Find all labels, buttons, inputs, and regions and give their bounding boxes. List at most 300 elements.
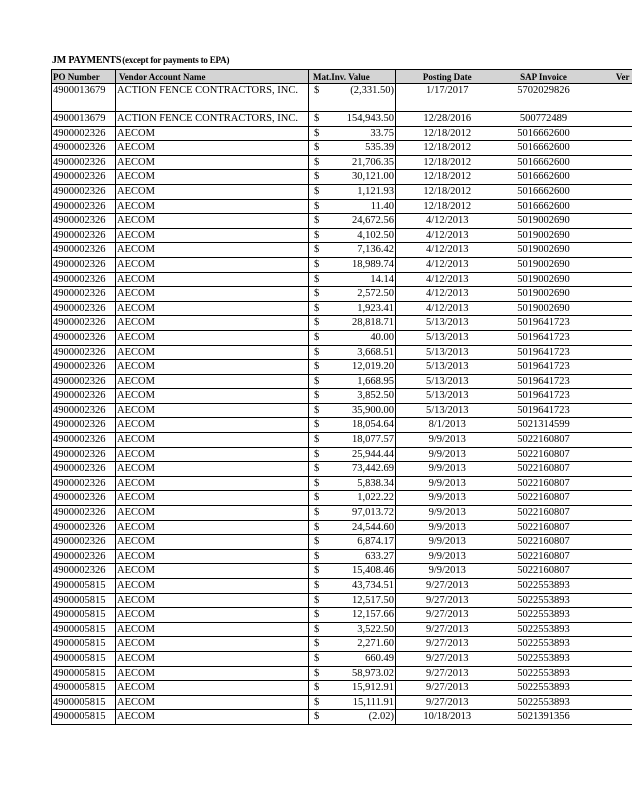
vendor-name-cell[interactable]: AECOM (116, 433, 309, 448)
sap-invoice-cell[interactable]: 5022553893 (499, 681, 589, 696)
po-number-cell[interactable]: 4900002326 (52, 374, 116, 389)
sap-invoice-cell[interactable]: 5022160807 (499, 491, 589, 506)
amount-cell[interactable]: 3,522.50 (321, 622, 396, 637)
vendor-name-cell[interactable]: AECOM (116, 272, 309, 287)
vendor-name-cell[interactable]: AECOM (116, 170, 309, 185)
po-number-cell[interactable]: 4900002326 (52, 403, 116, 418)
sap-invoice-cell[interactable]: 5022160807 (499, 520, 589, 535)
vendor-name-cell[interactable]: AECOM (116, 520, 309, 535)
sap-invoice-cell[interactable]: 5022160807 (499, 447, 589, 462)
posting-date-cell[interactable]: 12/18/2012 (396, 199, 499, 214)
posting-date-cell[interactable]: 9/9/2013 (396, 520, 499, 535)
posting-date-cell[interactable]: 5/13/2013 (396, 360, 499, 375)
amount-cell[interactable]: 11.40 (321, 199, 396, 214)
amount-cell[interactable]: 24,544.60 (321, 520, 396, 535)
po-number-cell[interactable]: 4900002326 (52, 316, 116, 331)
sap-invoice-cell[interactable]: 5022553893 (499, 579, 589, 594)
vendor-extra-cell[interactable] (589, 199, 632, 214)
po-number-cell[interactable]: 4900002326 (52, 433, 116, 448)
currency-symbol-cell[interactable]: $ (309, 287, 321, 302)
posting-date-cell[interactable]: 9/27/2013 (396, 637, 499, 652)
posting-date-cell[interactable]: 5/13/2013 (396, 345, 499, 360)
sap-invoice-cell[interactable]: 5022160807 (499, 476, 589, 491)
po-number-cell[interactable]: 4900002326 (52, 447, 116, 462)
sap-invoice-cell[interactable]: 5019641723 (499, 374, 589, 389)
vendor-name-cell[interactable]: AECOM (116, 403, 309, 418)
currency-symbol-cell[interactable]: $ (309, 141, 321, 156)
vendor-extra-cell[interactable] (589, 403, 632, 418)
posting-date-cell[interactable]: 9/27/2013 (396, 579, 499, 594)
sap-invoice-cell[interactable]: 5022160807 (499, 506, 589, 521)
currency-symbol-cell[interactable]: $ (309, 622, 321, 637)
currency-symbol-cell[interactable]: $ (309, 476, 321, 491)
amount-cell[interactable]: 2,572.50 (321, 287, 396, 302)
posting-date-cell[interactable]: 12/18/2012 (396, 184, 499, 199)
posting-date-cell[interactable]: 9/9/2013 (396, 535, 499, 550)
po-number-cell[interactable]: 4900005815 (52, 681, 116, 696)
currency-symbol-cell[interactable]: $ (309, 330, 321, 345)
vendor-name-cell[interactable]: AECOM (116, 695, 309, 710)
amount-cell[interactable]: 3,852.50 (321, 389, 396, 404)
currency-symbol-cell[interactable]: $ (309, 301, 321, 316)
sap-invoice-cell[interactable]: 5016662600 (499, 170, 589, 185)
vendor-extra-cell[interactable] (589, 301, 632, 316)
header-vendor-account-name[interactable]: Vendor Account Name (116, 70, 309, 84)
po-number-cell[interactable]: 4900002326 (52, 345, 116, 360)
amount-cell[interactable]: 35,900.00 (321, 403, 396, 418)
vendor-extra-cell[interactable] (589, 447, 632, 462)
vendor-extra-cell[interactable] (589, 622, 632, 637)
po-number-cell[interactable]: 4900002326 (52, 287, 116, 302)
currency-symbol-cell[interactable]: $ (309, 681, 321, 696)
sap-invoice-cell[interactable]: 5022553893 (499, 608, 589, 623)
po-number-cell[interactable]: 4900002326 (52, 126, 116, 141)
vendor-name-cell[interactable]: AECOM (116, 637, 309, 652)
vendor-name-cell[interactable]: AECOM (116, 666, 309, 681)
posting-date-cell[interactable]: 4/12/2013 (396, 301, 499, 316)
vendor-name-cell[interactable]: AECOM (116, 491, 309, 506)
vendor-name-cell[interactable]: AECOM (116, 214, 309, 229)
header-vendor-truncated[interactable]: Ver (589, 70, 632, 84)
currency-symbol-cell[interactable]: $ (309, 374, 321, 389)
currency-symbol-cell[interactable]: $ (309, 214, 321, 229)
currency-symbol-cell[interactable]: $ (309, 360, 321, 375)
vendor-name-cell[interactable]: AECOM (116, 374, 309, 389)
currency-symbol-cell[interactable]: $ (309, 403, 321, 418)
amount-cell[interactable]: 2,271.60 (321, 637, 396, 652)
vendor-extra-cell[interactable] (589, 491, 632, 506)
po-number-cell[interactable]: 4900013679 (52, 112, 116, 127)
po-number-cell[interactable]: 4900005815 (52, 710, 116, 725)
vendor-name-cell[interactable]: AECOM (116, 549, 309, 564)
sap-invoice-cell[interactable]: 5019641723 (499, 403, 589, 418)
amount-cell[interactable]: 1,022.22 (321, 491, 396, 506)
amount-cell[interactable]: 12,157.66 (321, 608, 396, 623)
vendor-name-cell[interactable]: AECOM (116, 476, 309, 491)
vendor-extra-cell[interactable] (589, 389, 632, 404)
po-number-cell[interactable]: 4900005815 (52, 695, 116, 710)
sap-invoice-cell[interactable]: 5022160807 (499, 462, 589, 477)
po-number-cell[interactable]: 4900002326 (52, 564, 116, 579)
vendor-name-cell[interactable]: AECOM (116, 681, 309, 696)
po-number-cell[interactable]: 4900005815 (52, 593, 116, 608)
vendor-name-cell[interactable]: AECOM (116, 535, 309, 550)
vendor-extra-cell[interactable] (589, 433, 632, 448)
amount-cell[interactable]: 6,874.17 (321, 535, 396, 550)
posting-date-cell[interactable]: 5/13/2013 (396, 330, 499, 345)
posting-date-cell[interactable]: 9/9/2013 (396, 564, 499, 579)
posting-date-cell[interactable]: 5/13/2013 (396, 403, 499, 418)
sap-invoice-cell[interactable]: 5019002690 (499, 257, 589, 272)
posting-date-cell[interactable]: 5/13/2013 (396, 316, 499, 331)
amount-cell[interactable]: 633.27 (321, 549, 396, 564)
posting-date-cell[interactable]: 12/28/2016 (396, 112, 499, 127)
po-number-cell[interactable]: 4900005815 (52, 666, 116, 681)
po-number-cell[interactable]: 4900005815 (52, 651, 116, 666)
vendor-name-cell[interactable]: AECOM (116, 345, 309, 360)
sap-invoice-cell[interactable]: 5019002690 (499, 243, 589, 258)
vendor-extra-cell[interactable] (589, 520, 632, 535)
vendor-extra-cell[interactable] (589, 593, 632, 608)
vendor-extra-cell[interactable] (589, 84, 632, 112)
vendor-extra-cell[interactable] (589, 272, 632, 287)
currency-symbol-cell[interactable]: $ (309, 549, 321, 564)
posting-date-cell[interactable]: 9/9/2013 (396, 462, 499, 477)
vendor-name-cell[interactable]: ACTION FENCE CONTRACTORS, INC. (116, 84, 309, 112)
amount-cell[interactable]: 33.75 (321, 126, 396, 141)
currency-symbol-cell[interactable]: $ (309, 418, 321, 433)
sap-invoice-cell[interactable]: 500772489 (499, 112, 589, 127)
posting-date-cell[interactable]: 5/13/2013 (396, 389, 499, 404)
vendor-name-cell[interactable]: ACTION FENCE CONTRACTORS, INC. (116, 112, 309, 127)
sap-invoice-cell[interactable]: 5022553893 (499, 637, 589, 652)
posting-date-cell[interactable]: 12/18/2012 (396, 155, 499, 170)
po-number-cell[interactable]: 4900005815 (52, 622, 116, 637)
posting-date-cell[interactable]: 4/12/2013 (396, 243, 499, 258)
amount-cell[interactable]: 30,121.00 (321, 170, 396, 185)
currency-symbol-cell[interactable]: $ (309, 579, 321, 594)
posting-date-cell[interactable]: 9/9/2013 (396, 447, 499, 462)
sap-invoice-cell[interactable]: 5019002690 (499, 301, 589, 316)
currency-symbol-cell[interactable]: $ (309, 184, 321, 199)
amount-cell[interactable]: 7,136.42 (321, 243, 396, 258)
vendor-extra-cell[interactable] (589, 637, 632, 652)
vendor-extra-cell[interactable] (589, 535, 632, 550)
vendor-name-cell[interactable]: AECOM (116, 579, 309, 594)
posting-date-cell[interactable]: 9/27/2013 (396, 681, 499, 696)
currency-symbol-cell[interactable]: $ (309, 126, 321, 141)
vendor-extra-cell[interactable] (589, 564, 632, 579)
vendor-extra-cell[interactable] (589, 287, 632, 302)
vendor-extra-cell[interactable] (589, 462, 632, 477)
vendor-extra-cell[interactable] (589, 345, 632, 360)
amount-cell[interactable]: (2,331.50) (321, 84, 396, 112)
vendor-extra-cell[interactable] (589, 141, 632, 156)
posting-date-cell[interactable]: 12/18/2012 (396, 141, 499, 156)
vendor-extra-cell[interactable] (589, 681, 632, 696)
posting-date-cell[interactable]: 12/18/2012 (396, 126, 499, 141)
po-number-cell[interactable]: 4900002326 (52, 170, 116, 185)
currency-symbol-cell[interactable]: $ (309, 695, 321, 710)
vendor-extra-cell[interactable] (589, 506, 632, 521)
amount-cell[interactable]: 12,019.20 (321, 360, 396, 375)
vendor-extra-cell[interactable] (589, 243, 632, 258)
amount-cell[interactable]: 18,989.74 (321, 257, 396, 272)
vendor-name-cell[interactable]: AECOM (116, 301, 309, 316)
sap-invoice-cell[interactable]: 5016662600 (499, 199, 589, 214)
currency-symbol-cell[interactable]: $ (309, 257, 321, 272)
amount-cell[interactable]: 18,054.64 (321, 418, 396, 433)
amount-cell[interactable]: 154,943.50 (321, 112, 396, 127)
vendor-name-cell[interactable]: AECOM (116, 330, 309, 345)
amount-cell[interactable]: 24,672.56 (321, 214, 396, 229)
currency-symbol-cell[interactable]: $ (309, 447, 321, 462)
amount-cell[interactable]: 1,121.93 (321, 184, 396, 199)
vendor-extra-cell[interactable] (589, 360, 632, 375)
amount-cell[interactable]: 58,973.02 (321, 666, 396, 681)
amount-cell[interactable]: 97,013.72 (321, 506, 396, 521)
amount-cell[interactable]: 25,944.44 (321, 447, 396, 462)
vendor-name-cell[interactable]: AECOM (116, 462, 309, 477)
sap-invoice-cell[interactable]: 5022160807 (499, 433, 589, 448)
sap-invoice-cell[interactable]: 5016662600 (499, 155, 589, 170)
vendor-name-cell[interactable]: AECOM (116, 651, 309, 666)
po-number-cell[interactable]: 4900002326 (52, 228, 116, 243)
posting-date-cell[interactable]: 1/17/2017 (396, 84, 499, 112)
currency-symbol-cell[interactable]: $ (309, 272, 321, 287)
sap-invoice-cell[interactable]: 5016662600 (499, 126, 589, 141)
sap-invoice-cell[interactable]: 5019002690 (499, 214, 589, 229)
currency-symbol-cell[interactable]: $ (309, 608, 321, 623)
vendor-extra-cell[interactable] (589, 228, 632, 243)
currency-symbol-cell[interactable]: $ (309, 155, 321, 170)
sap-invoice-cell[interactable]: 5022553893 (499, 695, 589, 710)
po-number-cell[interactable]: 4900002326 (52, 506, 116, 521)
vendor-name-cell[interactable]: AECOM (116, 199, 309, 214)
currency-symbol-cell[interactable]: $ (309, 389, 321, 404)
sap-invoice-cell[interactable]: 5022160807 (499, 535, 589, 550)
currency-symbol-cell[interactable]: $ (309, 520, 321, 535)
vendor-extra-cell[interactable] (589, 316, 632, 331)
vendor-extra-cell[interactable] (589, 476, 632, 491)
sap-invoice-cell[interactable]: 5022160807 (499, 564, 589, 579)
header-sap-invoice[interactable]: SAP Invoice (499, 70, 589, 84)
currency-symbol-cell[interactable]: $ (309, 651, 321, 666)
posting-date-cell[interactable]: 8/1/2013 (396, 418, 499, 433)
vendor-extra-cell[interactable] (589, 651, 632, 666)
currency-symbol-cell[interactable]: $ (309, 462, 321, 477)
amount-cell[interactable]: 15,408.46 (321, 564, 396, 579)
posting-date-cell[interactable]: 10/18/2013 (396, 710, 499, 725)
vendor-extra-cell[interactable] (589, 214, 632, 229)
po-number-cell[interactable]: 4900002326 (52, 272, 116, 287)
header-posting-date[interactable]: Posting Date (396, 70, 499, 84)
amount-cell[interactable]: (2.02) (321, 710, 396, 725)
po-number-cell[interactable]: 4900002326 (52, 520, 116, 535)
amount-cell[interactable]: 40.00 (321, 330, 396, 345)
sap-invoice-cell[interactable]: 5021391356 (499, 710, 589, 725)
posting-date-cell[interactable]: 9/9/2013 (396, 433, 499, 448)
sap-invoice-cell[interactable]: 5019002690 (499, 228, 589, 243)
vendor-extra-cell[interactable] (589, 155, 632, 170)
vendor-name-cell[interactable]: AECOM (116, 257, 309, 272)
po-number-cell[interactable]: 4900002326 (52, 184, 116, 199)
currency-symbol-cell[interactable]: $ (309, 433, 321, 448)
currency-symbol-cell[interactable]: $ (309, 112, 321, 127)
posting-date-cell[interactable]: 9/27/2013 (396, 608, 499, 623)
po-number-cell[interactable]: 4900002326 (52, 535, 116, 550)
po-number-cell[interactable]: 4900002326 (52, 491, 116, 506)
posting-date-cell[interactable]: 4/12/2013 (396, 228, 499, 243)
currency-symbol-cell[interactable]: $ (309, 564, 321, 579)
vendor-name-cell[interactable]: AECOM (116, 447, 309, 462)
currency-symbol-cell[interactable]: $ (309, 170, 321, 185)
amount-cell[interactable]: 5,838.34 (321, 476, 396, 491)
posting-date-cell[interactable]: 9/27/2013 (396, 622, 499, 637)
vendor-extra-cell[interactable] (589, 579, 632, 594)
po-number-cell[interactable]: 4900002326 (52, 330, 116, 345)
currency-symbol-cell[interactable]: $ (309, 199, 321, 214)
amount-cell[interactable]: 15,912.91 (321, 681, 396, 696)
amount-cell[interactable]: 73,442.69 (321, 462, 396, 477)
sap-invoice-cell[interactable]: 5022553893 (499, 593, 589, 608)
vendor-extra-cell[interactable] (589, 695, 632, 710)
posting-date-cell[interactable]: 4/12/2013 (396, 287, 499, 302)
vendor-extra-cell[interactable] (589, 418, 632, 433)
vendor-name-cell[interactable]: AECOM (116, 360, 309, 375)
posting-date-cell[interactable]: 4/12/2013 (396, 272, 499, 287)
vendor-extra-cell[interactable] (589, 112, 632, 127)
currency-symbol-cell[interactable]: $ (309, 710, 321, 725)
amount-cell[interactable]: 1,923.41 (321, 301, 396, 316)
sap-invoice-cell[interactable]: 5019002690 (499, 287, 589, 302)
sap-invoice-cell[interactable]: 5019641723 (499, 316, 589, 331)
po-number-cell[interactable]: 4900002326 (52, 549, 116, 564)
sap-invoice-cell[interactable]: 5021314599 (499, 418, 589, 433)
header-po-number[interactable]: PO Number (52, 70, 116, 84)
vendor-extra-cell[interactable] (589, 330, 632, 345)
sap-invoice-cell[interactable]: 5019641723 (499, 345, 589, 360)
po-number-cell[interactable]: 4900002326 (52, 301, 116, 316)
posting-date-cell[interactable]: 4/12/2013 (396, 257, 499, 272)
vendor-name-cell[interactable]: AECOM (116, 316, 309, 331)
sap-invoice-cell[interactable]: 5022553893 (499, 666, 589, 681)
vendor-extra-cell[interactable] (589, 549, 632, 564)
amount-cell[interactable]: 15,111.91 (321, 695, 396, 710)
amount-cell[interactable]: 14.14 (321, 272, 396, 287)
vendor-name-cell[interactable]: AECOM (116, 622, 309, 637)
posting-date-cell[interactable]: 9/9/2013 (396, 506, 499, 521)
po-number-cell[interactable]: 4900002326 (52, 476, 116, 491)
vendor-extra-cell[interactable] (589, 257, 632, 272)
sap-invoice-cell[interactable]: 5019641723 (499, 389, 589, 404)
sap-invoice-cell[interactable]: 5022553893 (499, 622, 589, 637)
sap-invoice-cell[interactable]: 5022160807 (499, 549, 589, 564)
po-number-cell[interactable]: 4900013679 (52, 84, 116, 112)
sap-invoice-cell[interactable]: 5022553893 (499, 651, 589, 666)
sap-invoice-cell[interactable]: 5019641723 (499, 360, 589, 375)
currency-symbol-cell[interactable]: $ (309, 84, 321, 112)
po-number-cell[interactable]: 4900002326 (52, 243, 116, 258)
po-number-cell[interactable]: 4900005815 (52, 637, 116, 652)
vendor-extra-cell[interactable] (589, 608, 632, 623)
amount-cell[interactable]: 535.39 (321, 141, 396, 156)
vendor-name-cell[interactable]: AECOM (116, 710, 309, 725)
header-mat-inv-value[interactable]: Mat.Inv. Value (309, 70, 396, 84)
po-number-cell[interactable]: 4900002326 (52, 199, 116, 214)
vendor-name-cell[interactable]: AECOM (116, 243, 309, 258)
posting-date-cell[interactable]: 9/27/2013 (396, 651, 499, 666)
sap-invoice-cell[interactable]: 5016662600 (499, 184, 589, 199)
vendor-extra-cell[interactable] (589, 374, 632, 389)
vendor-name-cell[interactable]: AECOM (116, 184, 309, 199)
posting-date-cell[interactable]: 9/9/2013 (396, 491, 499, 506)
amount-cell[interactable]: 18,077.57 (321, 433, 396, 448)
vendor-name-cell[interactable]: AECOM (116, 418, 309, 433)
po-number-cell[interactable]: 4900002326 (52, 360, 116, 375)
vendor-extra-cell[interactable] (589, 126, 632, 141)
currency-symbol-cell[interactable]: $ (309, 666, 321, 681)
currency-symbol-cell[interactable]: $ (309, 491, 321, 506)
currency-symbol-cell[interactable]: $ (309, 535, 321, 550)
posting-date-cell[interactable]: 9/9/2013 (396, 549, 499, 564)
amount-cell[interactable]: 12,517.50 (321, 593, 396, 608)
vendor-name-cell[interactable]: AECOM (116, 287, 309, 302)
amount-cell[interactable]: 43,734.51 (321, 579, 396, 594)
po-number-cell[interactable]: 4900002326 (52, 257, 116, 272)
sap-invoice-cell[interactable]: 5019002690 (499, 272, 589, 287)
vendor-name-cell[interactable]: AECOM (116, 506, 309, 521)
posting-date-cell[interactable]: 9/27/2013 (396, 695, 499, 710)
vendor-name-cell[interactable]: AECOM (116, 141, 309, 156)
amount-cell[interactable]: 4,102.50 (321, 228, 396, 243)
posting-date-cell[interactable]: 9/27/2013 (396, 666, 499, 681)
po-number-cell[interactable]: 4900002326 (52, 462, 116, 477)
po-number-cell[interactable]: 4900002326 (52, 155, 116, 170)
vendor-name-cell[interactable]: AECOM (116, 389, 309, 404)
po-number-cell[interactable]: 4900002326 (52, 389, 116, 404)
currency-symbol-cell[interactable]: $ (309, 243, 321, 258)
posting-date-cell[interactable]: 9/9/2013 (396, 476, 499, 491)
vendor-extra-cell[interactable] (589, 170, 632, 185)
currency-symbol-cell[interactable]: $ (309, 345, 321, 360)
vendor-extra-cell[interactable] (589, 710, 632, 725)
vendor-extra-cell[interactable] (589, 666, 632, 681)
amount-cell[interactable]: 1,668.95 (321, 374, 396, 389)
currency-symbol-cell[interactable]: $ (309, 593, 321, 608)
po-number-cell[interactable]: 4900002326 (52, 214, 116, 229)
currency-symbol-cell[interactable]: $ (309, 506, 321, 521)
amount-cell[interactable]: 3,668.51 (321, 345, 396, 360)
posting-date-cell[interactable]: 9/27/2013 (396, 593, 499, 608)
po-number-cell[interactable]: 4900005815 (52, 608, 116, 623)
posting-date-cell[interactable]: 4/12/2013 (396, 214, 499, 229)
amount-cell[interactable]: 28,818.71 (321, 316, 396, 331)
currency-symbol-cell[interactable]: $ (309, 637, 321, 652)
vendor-extra-cell[interactable] (589, 184, 632, 199)
vendor-name-cell[interactable]: AECOM (116, 564, 309, 579)
amount-cell[interactable]: 21,706.35 (321, 155, 396, 170)
sap-invoice-cell[interactable]: 5702029826 (499, 84, 589, 112)
vendor-name-cell[interactable]: AECOM (116, 608, 309, 623)
po-number-cell[interactable]: 4900002326 (52, 141, 116, 156)
vendor-name-cell[interactable]: AECOM (116, 228, 309, 243)
currency-symbol-cell[interactable]: $ (309, 316, 321, 331)
posting-date-cell[interactable]: 12/18/2012 (396, 170, 499, 185)
po-number-cell[interactable]: 4900002326 (52, 418, 116, 433)
posting-date-cell[interactable]: 5/13/2013 (396, 374, 499, 389)
sap-invoice-cell[interactable]: 5016662600 (499, 141, 589, 156)
